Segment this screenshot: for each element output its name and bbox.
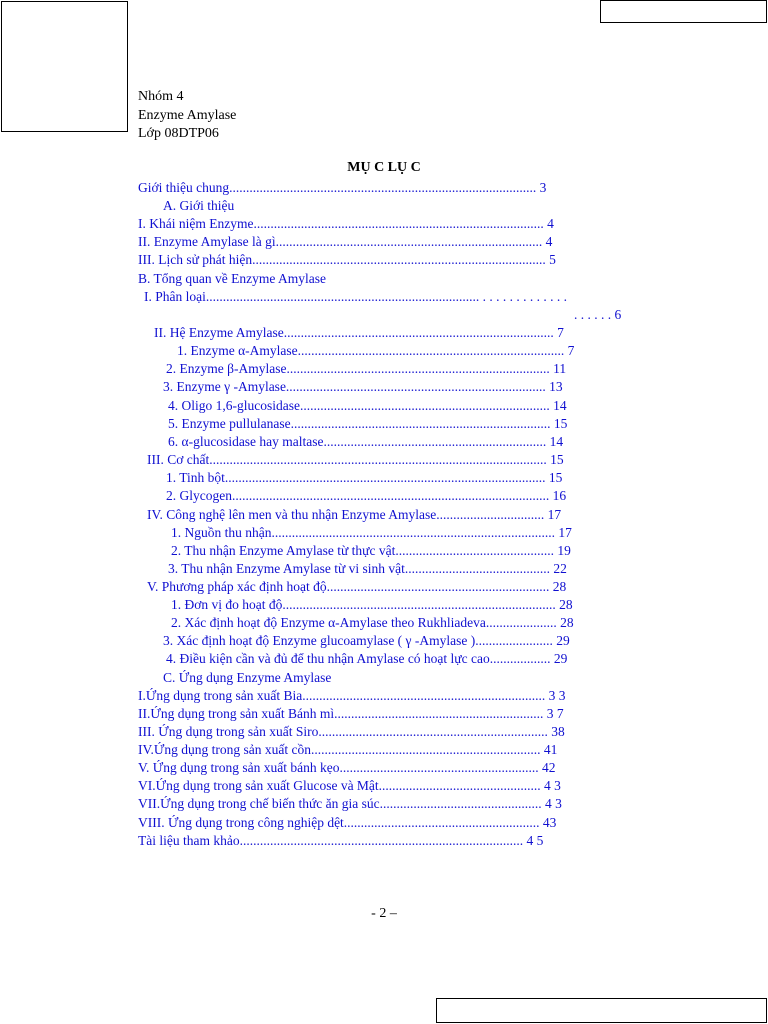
toc-entry[interactable]: I.Ứng dụng trong sản xuất Bia........................................................................ 3 3 bbox=[138, 688, 566, 703]
toc-entry[interactable]: IV. Công nghệ lên men và thu nhận Enzyme Amylase................................ 17 bbox=[147, 507, 562, 522]
toc-entry[interactable]: 4. Oligo 1,6-glucosidase.......................................................................... 14 bbox=[168, 398, 567, 413]
toc-entry[interactable]: 2. Enzyme β-Amylase.............................................................................. 11 bbox=[166, 361, 567, 376]
topic-name: Enzyme Amylase bbox=[138, 107, 237, 123]
class-name: Lớp 08DTP06 bbox=[138, 126, 219, 141]
toc-entry[interactable]: 2. Xác định hoạt độ Enzyme α-Amylase theo Rukhliadeva..................... 28 bbox=[171, 615, 574, 630]
toc-entry[interactable]: 3. Enzyme γ -Amylase............................................................................. 13 bbox=[163, 379, 563, 394]
toc-entry[interactable]: I. Khái niệm Enzyme...................................................................................... 4 bbox=[138, 216, 554, 231]
toc-entry[interactable]: 1. Enzyme α-Amylase............................................................................... 7 bbox=[177, 343, 575, 358]
page-number: - 2 – bbox=[371, 906, 397, 921]
toc-entry[interactable]: II. Hệ Enzyme Amylase................................................................................ 7 bbox=[154, 325, 564, 340]
toc-entry[interactable]: C. Ứng dụng Enzyme Amylase bbox=[163, 670, 332, 685]
toc-entry[interactable]: V. Ứng dụng trong sản xuất bánh kẹo........................................................... 42 bbox=[138, 760, 556, 775]
toc-entry[interactable]: III. Lịch sử phát hiện....................................................................................... 5 bbox=[138, 252, 556, 267]
toc-entry[interactable]: II.Ứng dụng trong sản xuất Bánh mì.............................................................. 3 7 bbox=[138, 706, 564, 721]
toc-entry[interactable]: 1. Đơn vị đo hoạt độ................................................................................. 28 bbox=[171, 597, 573, 612]
toc-entry[interactable]: 2. Thu nhận Enzyme Amylase từ thực vật............................................... 19 bbox=[171, 543, 571, 558]
toc-entry[interactable]: V. Phương pháp xác định hoạt độ.................................................................. 28 bbox=[147, 579, 567, 594]
toc-entry[interactable]: VI.Ứng dụng trong sản xuất Glucose và Mật................................................ 4 3 bbox=[138, 778, 561, 793]
toc-entry[interactable]: 1. Tinh bột............................................................................................... 15 bbox=[166, 470, 563, 485]
toc-entry[interactable]: . . . . . . 6 bbox=[574, 307, 622, 322]
group-name: Nhóm 4 bbox=[138, 89, 184, 104]
document-header bbox=[138, 88, 236, 144]
toc-title: MỤ C LỤ C bbox=[347, 160, 421, 175]
toc-entry[interactable]: II. Enzyme Amylase là gì............................................................................... 4 bbox=[138, 234, 553, 249]
top-right-frame bbox=[600, 0, 767, 23]
toc-entry[interactable]: 5. Enzyme pullulanase............................................................................. 15 bbox=[168, 416, 568, 431]
toc-entry[interactable]: 3. Xác định hoạt độ Enzyme glucoamylase ( γ -Amylase )....................... 29 bbox=[163, 633, 570, 648]
toc-entry[interactable]: Giới thiệu chung........................................................................................... 3 bbox=[138, 180, 547, 195]
toc-entry[interactable]: I. Phân loại................................................................................. . . . . . . . . . . . . . bbox=[144, 289, 567, 304]
toc-entry[interactable]: VII.Ứng dụng trong chế biến thức ăn gia súc................................................ 4 3 bbox=[138, 796, 562, 811]
top-left-frame bbox=[1, 1, 128, 132]
toc-entry[interactable]: 2. Glycogen.............................................................................................. 16 bbox=[166, 488, 567, 503]
toc-entry[interactable]: III. Ứng dụng trong sản xuất Siro.................................................................... 38 bbox=[138, 724, 565, 739]
toc-entry[interactable]: 1. Nguồn thu nhận.................................................................................... 17 bbox=[171, 525, 572, 540]
toc-entry[interactable]: B. Tổng quan về Enzyme Amylase bbox=[138, 271, 326, 286]
toc-entry[interactable]: 6. α-glucosidase hay maltase.................................................................. 14 bbox=[168, 434, 564, 449]
toc-entry[interactable]: VIII. Ứng dụng trong công nghiệp dệt.......................................................... 43 bbox=[138, 815, 557, 830]
toc-entry[interactable]: Tài liệu tham khảo.................................................................................... 4 5 bbox=[138, 833, 544, 848]
toc-entry[interactable]: A. Giới thiệu bbox=[163, 198, 235, 213]
toc-entry[interactable]: IV.Ứng dụng trong sản xuất cồn.................................................................... 41 bbox=[138, 742, 558, 757]
bottom-right-frame bbox=[436, 998, 767, 1023]
toc-entry[interactable]: 4. Điều kiện cần và đủ để thu nhận Amylase có hoạt lực cao.................. 29 bbox=[166, 651, 568, 666]
toc-entry[interactable]: 3. Thu nhận Enzyme Amylase từ vi sinh vật........................................... 22 bbox=[168, 561, 567, 576]
toc-entry[interactable]: III. Cơ chất.................................................................................................... 15 bbox=[147, 452, 564, 467]
